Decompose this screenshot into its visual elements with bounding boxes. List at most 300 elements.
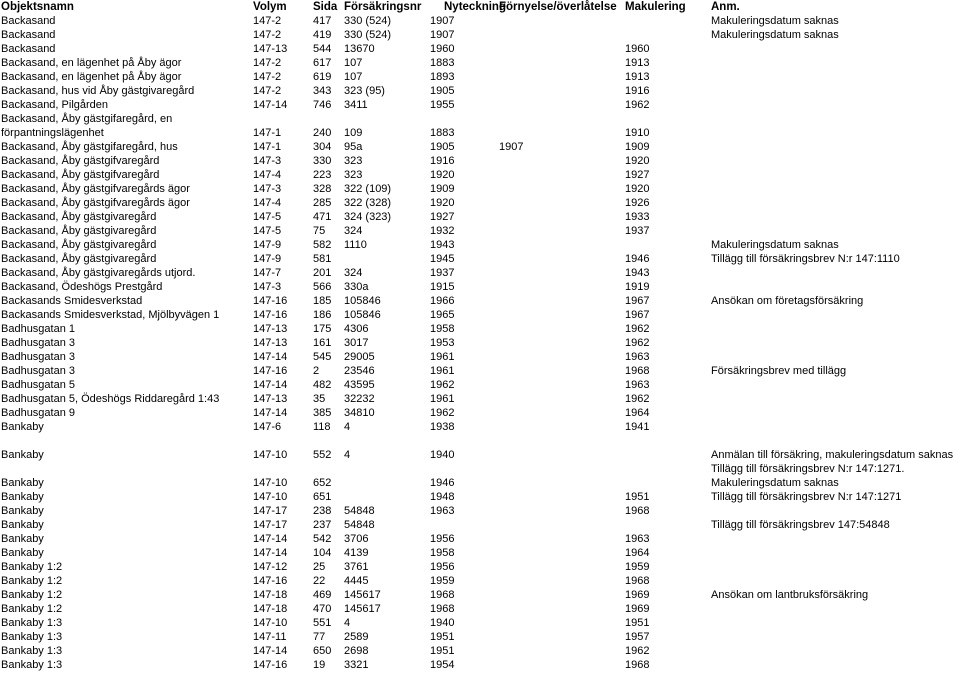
cell-nyteckning: 1893 [430, 71, 455, 83]
cell-anm: Tillägg till försäkringsbrev N:r 147:1110 [711, 253, 900, 265]
cell-nyteckning: 1961 [430, 393, 455, 405]
cell-objektsnamn: Bankaby [1, 533, 44, 545]
cell-objektsnamn: förpantningslägenhet [1, 127, 104, 139]
cell-sida: 75 [313, 225, 326, 237]
header-sida: Sida [313, 1, 338, 13]
cell-volym: 147-6 [253, 421, 282, 433]
cell-sida: 223 [313, 169, 332, 181]
table-row [0, 378, 960, 392]
cell-volym: 147-13 [253, 393, 288, 405]
cell-forsakringsnr: 1110 [344, 239, 367, 251]
cell-objektsnamn: Backasand, Åby gästgivaregård [1, 225, 157, 237]
cell-nyteckning: 1938 [430, 421, 455, 433]
table-row [0, 420, 960, 434]
cell-volym: 147-2 [253, 15, 282, 27]
cell-objektsnamn: Bankaby 1:3 [1, 645, 63, 657]
table-row [0, 364, 960, 378]
cell-volym: 147-13 [253, 337, 288, 349]
cell-nyteckning: 1968 [430, 603, 455, 615]
cell-forsakringsnr: 330 (524) [344, 29, 392, 41]
cell-sida: 118 [313, 421, 331, 433]
cell-makulering: 1943 [625, 267, 650, 279]
cell-nyteckning: 1963 [430, 505, 455, 517]
table-row [0, 462, 960, 476]
cell-objektsnamn: Backasand [1, 29, 56, 41]
cell-sida: 25 [313, 561, 326, 573]
cell-forsakringsnr: 322 (109) [344, 183, 392, 195]
cell-anm: Anmälan till försäkring, makuleringsdatum saknas [711, 449, 954, 461]
cell-forsakringsnr: 105846 [344, 309, 381, 321]
cell-objektsnamn: Backasand, Åby gästgifaregård, hus [1, 141, 178, 153]
cell-objektsnamn: Badhusgatan 3 [1, 337, 76, 349]
table-row [0, 504, 960, 518]
table-row [0, 602, 960, 616]
cell-sida: 304 [313, 141, 332, 153]
cell-nyteckning: 1920 [430, 169, 455, 181]
cell-anm: Tillägg till försäkringsbrev N:r 147:1271. [711, 463, 905, 475]
cell-volym: 147-3 [253, 183, 282, 195]
table-row [0, 616, 960, 630]
cell-nyteckning: 1956 [430, 561, 455, 573]
cell-objektsnamn: Badhusgatan 5, Ödeshögs Riddaregård 1:43 [1, 393, 220, 405]
cell-volym: 147-11 [253, 631, 287, 643]
cell-sida: 201 [313, 267, 332, 279]
table-row [0, 266, 960, 280]
table-row [0, 140, 960, 154]
table-row [0, 560, 960, 574]
cell-volym: 147-17 [253, 505, 288, 517]
cell-nyteckning: 1905 [430, 141, 455, 153]
cell-objektsnamn: Backasands Smidesverkstad [1, 295, 143, 307]
cell-sida: 652 [313, 477, 332, 489]
cell-nyteckning: 1940 [430, 449, 455, 461]
cell-forsakringsnr: 323 [344, 169, 363, 181]
cell-forsakringsnr: 323 [344, 155, 363, 167]
cell-volym: 147-5 [253, 211, 282, 223]
cell-forsakringsnr: 109 [344, 127, 363, 139]
cell-objektsnamn: Bankaby [1, 421, 44, 433]
cell-makulering: 1968 [625, 659, 650, 671]
cell-objektsnamn: Badhusgatan 9 [1, 407, 76, 419]
cell-makulering: 1962 [625, 337, 650, 349]
cell-nyteckning: 1905 [430, 85, 455, 97]
cell-makulering: 1969 [625, 603, 650, 615]
cell-nyteckning: 1948 [430, 491, 455, 503]
cell-forsakringsnr: 3761 [344, 561, 369, 573]
cell-objektsnamn: Backasand [1, 43, 56, 55]
cell-nyteckning: 1909 [430, 183, 455, 195]
cell-nyteckning: 1968 [430, 589, 455, 601]
cell-anm: Makuleringsdatum saknas [711, 15, 839, 27]
table-row [0, 448, 960, 462]
cell-volym: 147-10 [253, 491, 288, 503]
cell-sida: 185 [313, 295, 332, 307]
cell-makulering: 1962 [625, 393, 650, 405]
table-row [0, 182, 960, 196]
cell-sida: 385 [313, 407, 332, 419]
cell-forsakringsnr: 13670 [344, 43, 375, 55]
cell-nyteckning: 1907 [430, 29, 455, 41]
cell-volym: 147-12 [253, 561, 288, 573]
cell-volym: 147-1 [253, 141, 282, 153]
cell-sida: 104 [313, 547, 332, 559]
cell-volym: 147-10 [253, 449, 288, 461]
cell-sida: 746 [313, 99, 332, 111]
cell-makulering: 1951 [625, 617, 650, 629]
cell-forsakringsnr: 324 [344, 267, 363, 279]
cell-nyteckning: 1958 [430, 547, 455, 559]
table-row [0, 252, 960, 266]
cell-volym: 147-2 [253, 85, 282, 97]
table-row [0, 280, 960, 294]
cell-volym: 147-14 [253, 407, 288, 419]
cell-objektsnamn: Bankaby 1:2 [1, 603, 63, 615]
table-row [0, 476, 960, 490]
cell-makulering: 1909 [625, 141, 650, 153]
cell-sida: 419 [313, 29, 332, 41]
cell-objektsnamn: Backasand, Åby gästgifaregård, en [1, 113, 173, 125]
cell-volym: 147-3 [253, 155, 282, 167]
cell-sida: 544 [313, 43, 332, 55]
cell-objektsnamn: Bankaby 1:3 [1, 631, 63, 643]
cell-volym: 147-2 [253, 29, 282, 41]
cell-volym: 147-4 [253, 197, 282, 209]
table-row [0, 518, 960, 532]
cell-forsakringsnr: 4 [344, 449, 351, 461]
cell-objektsnamn: Backasand, Åby gästgifvaregårds ägor [1, 183, 190, 195]
cell-forsakringsnr: 54848 [344, 505, 375, 517]
cell-nyteckning: 1945 [430, 253, 455, 265]
cell-forsakringsnr: 4 [344, 617, 351, 629]
cell-anm: Ansökan om lantbruksförsäkring [711, 589, 869, 601]
header-fornyelse: Förnyelse/överlåtelse [499, 1, 617, 13]
cell-sida: 545 [313, 351, 332, 363]
cell-nyteckning: 1955 [430, 99, 455, 111]
cell-forsakringsnr: 23546 [344, 365, 375, 377]
cell-sida: 285 [313, 197, 332, 209]
cell-forsakringsnr: 29005 [344, 351, 375, 363]
table-row [0, 238, 960, 252]
cell-makulering: 1913 [625, 71, 650, 83]
cell-makulering: 1963 [625, 351, 650, 363]
cell-forsakringsnr: 95a [344, 141, 363, 153]
cell-volym: 147-16 [253, 575, 288, 587]
cell-nyteckning: 1927 [430, 211, 455, 223]
table-row [0, 112, 960, 126]
cell-nyteckning: 1965 [430, 309, 455, 321]
cell-forsakringsnr: 3321 [344, 659, 369, 671]
cell-volym: 147-1 [253, 127, 282, 139]
cell-anm: Makuleringsdatum saknas [711, 239, 839, 251]
cell-sida: 19 [313, 659, 326, 671]
table-row [0, 14, 960, 28]
cell-objektsnamn: Badhusgatan 1 [1, 323, 76, 335]
cell-nyteckning: 1959 [430, 575, 455, 587]
cell-volym: 147-16 [253, 295, 288, 307]
cell-sida: 237 [313, 519, 332, 531]
cell-sida: 471 [313, 211, 332, 223]
cell-sida: 330 [313, 155, 332, 167]
cell-objektsnamn: Badhusgatan 3 [1, 351, 76, 363]
cell-volym: 147-13 [253, 43, 288, 55]
cell-objektsnamn: Backasand, Åby gästgivaregård [1, 253, 157, 265]
cell-nyteckning: 1956 [430, 533, 455, 545]
cell-makulering: 1968 [625, 505, 650, 517]
cell-sida: 566 [313, 281, 332, 293]
cell-forsakringsnr: 34810 [344, 407, 375, 419]
table-row [0, 644, 960, 658]
cell-nyteckning: 1962 [430, 379, 455, 391]
cell-volym: 147-14 [253, 351, 288, 363]
cell-makulering: 1962 [625, 99, 650, 111]
cell-objektsnamn: Backasand, Åby gästgifvaregårds ägor [1, 197, 190, 209]
table-header [0, 0, 960, 14]
cell-nyteckning: 1946 [430, 477, 455, 489]
cell-makulering: 1967 [625, 295, 650, 307]
cell-nyteckning: 1937 [430, 267, 455, 279]
cell-sida: 581 [313, 253, 332, 265]
cell-forsakringsnr: 324 (323) [344, 211, 392, 223]
cell-nyteckning: 1915 [430, 281, 455, 293]
cell-makulering: 1926 [625, 197, 650, 209]
cell-nyteckning: 1907 [430, 15, 455, 27]
cell-objektsnamn: Bankaby 1:3 [1, 659, 63, 671]
cell-makulering: 1920 [625, 183, 650, 195]
cell-sida: 582 [313, 239, 332, 251]
cell-forsakringsnr: 107 [344, 57, 363, 69]
cell-objektsnamn: Bankaby [1, 491, 44, 503]
cell-objektsnamn: Backasands Smidesverkstad, Mjölbyvägen 1 [1, 309, 220, 321]
cell-makulering: 1969 [625, 589, 650, 601]
cell-objektsnamn: Backasand, Åby gästgifvaregård [1, 169, 160, 181]
cell-makulering: 1968 [625, 575, 650, 587]
cell-objektsnamn: Bankaby [1, 505, 44, 517]
cell-sida: 542 [313, 533, 332, 545]
cell-makulering: 1951 [625, 491, 650, 503]
cell-objektsnamn: Backasand, Åby gästgifvaregård [1, 155, 160, 167]
cell-sida: 619 [313, 71, 332, 83]
cell-makulering: 1964 [625, 547, 650, 559]
cell-anm: Tillägg till försäkringsbrev 147:54848 [711, 519, 890, 531]
header-objektsnamn: Objektsnamn [1, 1, 74, 13]
cell-sida: 186 [313, 309, 332, 321]
cell-nyteckning: 1960 [430, 43, 455, 55]
cell-forsakringsnr: 145617 [344, 603, 381, 615]
cell-forsakringsnr: 4139 [344, 547, 369, 559]
cell-makulering: 1959 [625, 561, 650, 573]
table-row [0, 392, 960, 406]
table-row [0, 532, 960, 546]
cell-forsakringsnr: 4 [344, 421, 351, 433]
header-anm: Anm. [711, 1, 740, 13]
table-row [0, 574, 960, 588]
cell-forsakringsnr: 145617 [344, 589, 381, 601]
cell-nyteckning: 1883 [430, 57, 455, 69]
cell-objektsnamn: Backasand [1, 15, 56, 27]
cell-makulering: 1910 [625, 127, 650, 139]
cell-volym: 147-18 [253, 589, 288, 601]
table-row [0, 658, 960, 672]
cell-nyteckning: 1954 [430, 659, 455, 671]
table-row [0, 490, 960, 504]
table-row [0, 294, 960, 308]
cell-objektsnamn: Badhusgatan 3 [1, 365, 76, 377]
table-row [0, 56, 960, 70]
table-row [0, 350, 960, 364]
cell-nyteckning: 1916 [430, 155, 455, 167]
cell-sida: 175 [313, 323, 332, 335]
cell-objektsnamn: Bankaby [1, 477, 44, 489]
cell-volym: 147-16 [253, 309, 288, 321]
cell-makulering: 1963 [625, 533, 650, 545]
cell-makulering: 1967 [625, 309, 650, 321]
cell-sida: 469 [313, 589, 332, 601]
cell-sida: 35 [313, 393, 326, 405]
cell-nyteckning: 1958 [430, 323, 455, 335]
header-volym: Volym [253, 1, 287, 13]
cell-objektsnamn: Bankaby 1:3 [1, 617, 63, 629]
cell-makulering: 1916 [625, 85, 650, 97]
cell-forsakringsnr: 32232 [344, 393, 375, 405]
cell-sida: 617 [313, 57, 332, 69]
cell-anm: Försäkringsbrev med tillägg [711, 365, 847, 377]
cell-volym: 147-9 [253, 253, 282, 265]
cell-forsakringsnr: 2698 [344, 645, 369, 657]
cell-forsakringsnr: 330a [344, 281, 369, 293]
cell-sida: 650 [313, 645, 332, 657]
cell-volym: 147-4 [253, 169, 282, 181]
table-row [0, 588, 960, 602]
header-makulering: Makulering [625, 1, 686, 13]
cell-objektsnamn: Backasand, Åby gästgivaregårds utjord. [1, 267, 196, 279]
table-row [0, 84, 960, 98]
cell-volym: 147-2 [253, 71, 282, 83]
cell-objektsnamn: Bankaby [1, 449, 44, 461]
cell-forsakringsnr: 323 (95) [344, 85, 385, 97]
table-row [0, 224, 960, 238]
table-row [0, 336, 960, 350]
cell-nyteckning: 1951 [430, 645, 455, 657]
cell-makulering: 1968 [625, 365, 650, 377]
cell-nyteckning: 1962 [430, 407, 455, 419]
cell-nyteckning: 1966 [430, 295, 455, 307]
table-row [0, 98, 960, 112]
cell-volym: 147-2 [253, 57, 282, 69]
cell-sida: 240 [313, 127, 332, 139]
cell-forsakringsnr: 2589 [344, 631, 369, 643]
table-row [0, 154, 960, 168]
cell-makulering: 1919 [625, 281, 650, 293]
cell-forsakringsnr: 3017 [344, 337, 369, 349]
cell-objektsnamn: Backasand, Åby gästgivaregård [1, 239, 157, 251]
cell-forsakringsnr: 43595 [344, 379, 375, 391]
cell-sida: 328 [313, 183, 332, 195]
cell-sida: 22 [313, 575, 326, 587]
table-row [0, 630, 960, 644]
cell-objektsnamn: Bankaby 1:2 [1, 561, 63, 573]
cell-objektsnamn: Bankaby 1:2 [1, 589, 63, 601]
cell-objektsnamn: Badhusgatan 5 [1, 379, 76, 391]
cell-volym: 147-10 [253, 617, 288, 629]
cell-objektsnamn: Backasand, Ödeshögs Prestgård [1, 281, 163, 293]
cell-forsakringsnr: 324 [344, 225, 363, 237]
cell-makulering: 1941 [625, 421, 650, 433]
cell-nyteckning: 1943 [430, 239, 455, 251]
cell-makulering: 1946 [625, 253, 650, 265]
cell-sida: 482 [313, 379, 332, 391]
cell-sida: 77 [313, 631, 326, 643]
cell-sida: 238 [313, 505, 332, 517]
cell-nyteckning: 1920 [430, 197, 455, 209]
header-forsakringsnr: Försäkringsnr [344, 1, 422, 13]
table-row [0, 308, 960, 322]
table-row [0, 406, 960, 420]
cell-volym: 147-18 [253, 603, 288, 615]
cell-nyteckning: 1932 [430, 225, 455, 237]
cell-objektsnamn: Bankaby [1, 547, 44, 559]
cell-volym: 147-16 [253, 365, 288, 377]
cell-objektsnamn: Backasand, hus vid Åby gästgivaregård [1, 85, 195, 97]
cell-makulering: 1962 [625, 323, 650, 335]
cell-nyteckning: 1961 [430, 351, 455, 363]
table-row [0, 210, 960, 224]
table-row [0, 70, 960, 84]
table-row [0, 196, 960, 210]
cell-sida: 551 [313, 617, 332, 629]
cell-objektsnamn: Bankaby 1:2 [1, 575, 63, 587]
cell-forsakringsnr: 107 [344, 71, 363, 83]
cell-forsakringsnr: 330 (524) [344, 15, 392, 27]
table-row [0, 546, 960, 560]
cell-volym: 147-14 [253, 547, 288, 559]
cell-volym: 147-7 [253, 267, 282, 279]
cell-sida: 161 [313, 337, 332, 349]
cell-nyteckning: 1951 [430, 631, 455, 643]
cell-makulering: 1962 [625, 645, 650, 657]
cell-volym: 147-9 [253, 239, 282, 251]
cell-volym: 147-14 [253, 379, 288, 391]
cell-volym: 147-14 [253, 99, 288, 111]
cell-volym: 147-5 [253, 225, 282, 237]
cell-nyteckning: 1883 [430, 127, 455, 139]
table-row [0, 322, 960, 336]
cell-nyteckning: 1953 [430, 337, 455, 349]
cell-forsakringsnr: 322 (328) [344, 197, 392, 209]
cell-anm: Makuleringsdatum saknas [711, 29, 839, 41]
cell-makulering: 1963 [625, 379, 650, 391]
table-row [0, 28, 960, 42]
header-nyteckning: Nyteckning [444, 1, 506, 13]
cell-volym: 147-14 [253, 645, 288, 657]
cell-fornyelse: 1907 [499, 141, 524, 153]
cell-sida: 470 [313, 603, 332, 615]
table-row [0, 168, 960, 182]
cell-forsakringsnr: 54848 [344, 519, 375, 531]
cell-makulering: 1960 [625, 43, 650, 55]
cell-forsakringsnr: 105846 [344, 295, 381, 307]
cell-forsakringsnr: 4306 [344, 323, 369, 335]
cell-volym: 147-13 [253, 323, 288, 335]
cell-nyteckning: 1961 [430, 365, 455, 377]
cell-makulering: 1964 [625, 407, 650, 419]
cell-objektsnamn: Bankaby [1, 519, 44, 531]
cell-sida: 552 [313, 449, 332, 461]
cell-sida: 417 [313, 15, 332, 27]
cell-anm: Tillägg till försäkringsbrev N:r 147:1271 [711, 491, 902, 503]
cell-volym: 147-16 [253, 659, 288, 671]
cell-sida: 651 [313, 491, 332, 503]
cell-volym: 147-14 [253, 533, 288, 545]
